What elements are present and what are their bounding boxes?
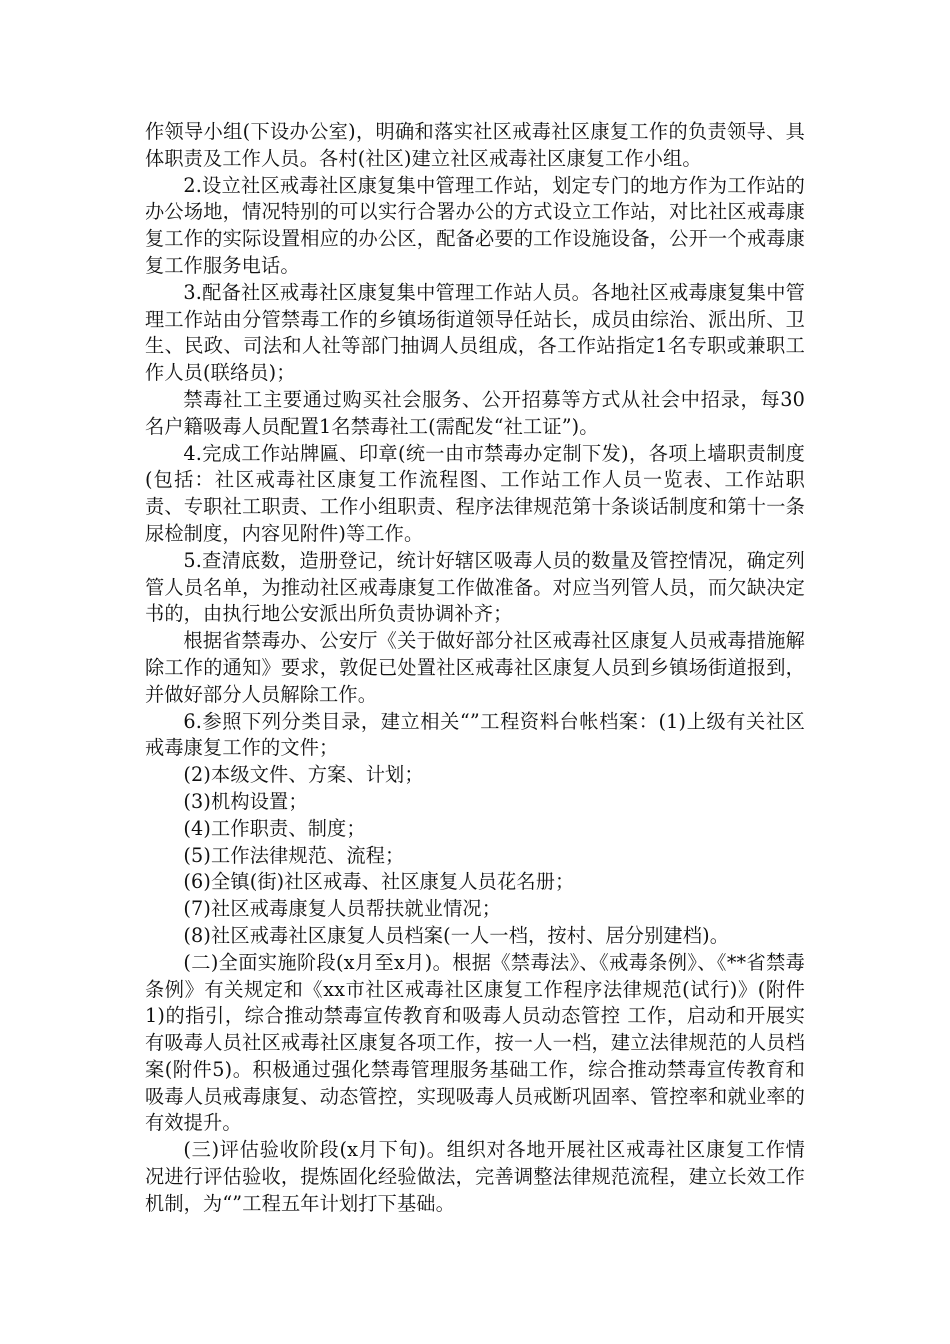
paragraph-item-4-plaques: 4.完成工作站牌匾、印章(统一由市禁毒办定制下发)，各项上墙职责制度(包括：社区戒毒社区康复工作流程图、工作站工作人员一览表、工作站职责、专职社工职责、工作小组职责、程序法律规范第十条谈话制度和第十一条尿检制度，内容见附件)等工作。: [145, 441, 805, 545]
list-item-archive-7: (7)社区戒毒康复人员帮扶就业情况；: [183, 897, 502, 921]
list-item-archive-4: (4)工作职责、制度；: [183, 816, 366, 840]
paragraph-phase-2-implementation: (二)全面实施阶段(x月至x月)。根据《禁毒法》、《戒毒条例》、《**省禁毒条例》有关规定和《xx市社区戒毒社区康复工作程序法律规范(试行)》(附件1)的指引，综合推动禁毒宣传教育和吸毒人员动态管控 工作，启动和开展实有吸毒人员社区戒毒社区康复各项工作，按一人一档，建立法律规范的人员档案(附件5)。积极通过强化禁毒管理服务基础工作，综合推动禁毒宣传教育和吸毒人员戒毒康复、动态管控，实现吸毒人员戒断巩固率、管控率和就业率的有效提升。: [145, 950, 805, 1135]
list-item-archive-3: (3)机构设置；: [183, 789, 308, 813]
paragraph-notice-reference: 根据省禁毒办、公安厅《关于做好部分社区戒毒社区康复人员戒毒措施解除工作的通知》要求，敦促已处置社区戒毒社区康复人员到乡镇场街道报到，并做好部分人员解除工作。: [145, 629, 805, 706]
list-item-archive-8: (8)社区戒毒社区康复人员档案(一人一档，按村、居分别建档)。: [183, 923, 730, 947]
list-item-archive-2: (2)本级文件、方案、计划；: [183, 763, 424, 787]
list-item-archive-5: (5)工作法律规范、流程；: [183, 843, 405, 867]
paragraph-item-3-staffing: 3.配备社区戒毒社区康复集中管理工作站人员。各地社区戒毒康复集中管理工作站由分管禁毒工作的乡镇场街道领导任站长，成员由综治、派出所、卫生、民政、司法和人社等部门抽调人员组成，各工作站指定1名专职或兼职工作人员(联络员)；: [145, 280, 805, 385]
paragraph-leading-group: 作领导小组(下设办公室)，明确和落实社区戒毒社区康复工作的负责领导、具体职责及工作人员。各村(社区)建立社区戒毒社区康复工作小组。: [145, 120, 805, 170]
paragraph-item-6-archives: 6.参照下列分类目录，建立相关“”工程资料台帐档案：(1)上级有关社区戒毒康复工作的文件；: [145, 709, 805, 760]
list-item-archive-6: (6)全镇(街)社区戒毒、社区康复人员花名册；: [183, 870, 575, 894]
paragraph-social-workers: 禁毒社工主要通过购买社会服务、公开招募等方式从社会中招录，每30名户籍吸毒人员配置1名禁毒社工(需配发“社工证”)。: [145, 387, 805, 438]
paragraph-item-5-registration: 5.查清底数，造册登记，统计好辖区吸毒人员的数量及管控情况，确定列管人员名单，为推动社区戒毒康复工作做准备。对应当列管人员，而欠缺决定书的，由执行地公安派出所负责协调补齐；: [145, 548, 805, 626]
document-body: [145, 119, 805, 1218]
paragraph-phase-3-evaluation: (三)评估验收阶段(x月下旬)。组织对各地开展社区戒毒社区康复工作情况进行评估验收，提炼固化经验做法，完善调整法律规范流程，建立长效工作机制，为“”工程五年计划打下基础。: [145, 1138, 805, 1215]
paragraph-item-2-workstation: 2.设立社区戒毒社区康复集中管理工作站，划定专门的地方作为工作站的办公场地，情况特别的可以实行合署办公的方式设立工作站，对比社区戒毒康复工作的实际设置相应的办公区，配备必要的工作设施设备，公开一个戒毒康复工作服务电话。: [145, 173, 805, 277]
